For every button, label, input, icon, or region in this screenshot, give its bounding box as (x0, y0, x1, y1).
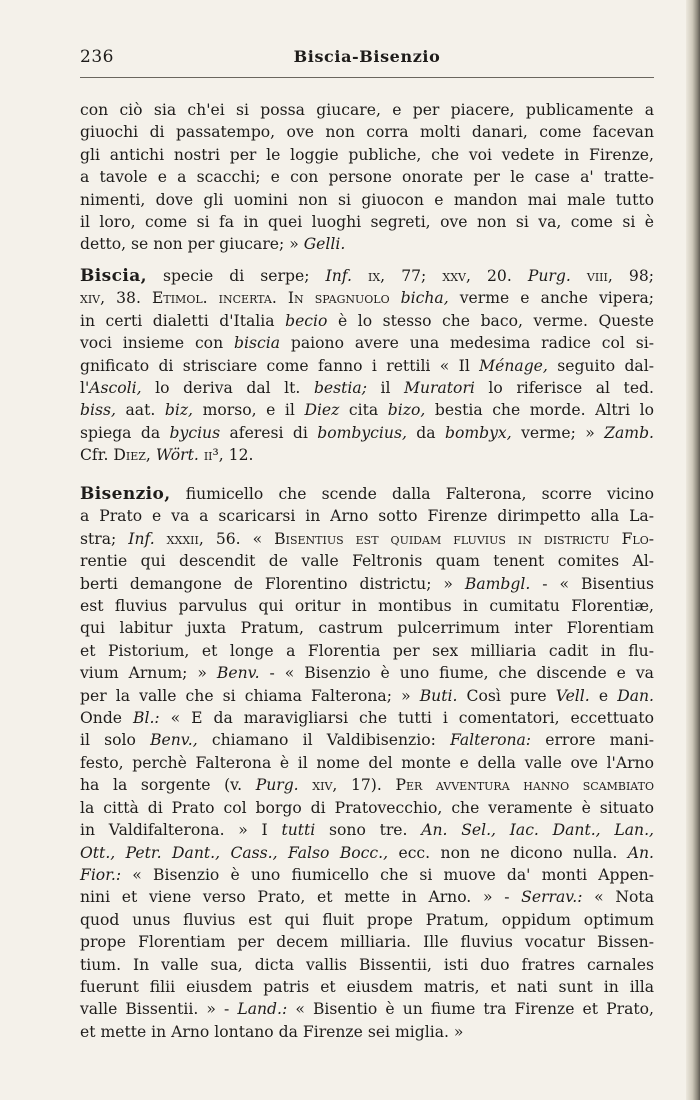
text-line: prope Florentiam per decem milliaria. Ille fluvius vocatur Bissen- (80, 933, 654, 952)
text-line (80, 310, 654, 332)
entry-bisenzio (80, 483, 654, 1043)
italic-term: bizo, (387, 401, 426, 420)
italic-term: bycius (169, 423, 221, 442)
text-line (80, 998, 654, 1020)
text-run: - « Bisenzio è uno fiume, che discende e va (259, 664, 654, 683)
text-line: il loro, come si fa in quei luoghi segreti, ove non si va, come si è (80, 213, 654, 232)
text-run: e (589, 686, 618, 705)
text-run: per la valle che si chiama Falterona; » (80, 686, 420, 705)
text-run: verme; » (511, 423, 605, 442)
author-name: Diez (304, 401, 340, 420)
source-citation: Dan. (617, 686, 654, 705)
text-run: xiv, 17). Per avventura hanno scambiato (298, 776, 654, 795)
text-run: errore mani- (531, 731, 654, 750)
text-line (80, 399, 654, 421)
text-line (80, 528, 654, 550)
entry-biscia (80, 265, 654, 467)
text-line: rentie qui descendit de valle Feltronis quam tenent comites Al- (80, 552, 654, 571)
text-run: chiamano il Valdibisenzio: (197, 731, 451, 750)
text-run: è lo stesso che baco, verme. Queste (327, 311, 654, 330)
text-run: lo riferisce al ted. (474, 379, 654, 398)
text-run: « Bisenzio è uno fiumicello che si muove da' monti Appen- (121, 865, 654, 884)
text-run: da (406, 423, 445, 442)
text-run: sono tre. (315, 821, 422, 840)
text-run: il (366, 379, 405, 398)
text-run: morso, e il (193, 401, 305, 420)
source-citation: An. Sel., Iac. Dant., Lan., (421, 821, 654, 840)
text-run: seguito dal- (547, 356, 654, 375)
source-citation: Vell. (555, 686, 590, 705)
text-line (80, 662, 654, 684)
text-line: est fluvius parvulus qui oritur in montibus in cumitatu Florentiæ, (80, 597, 654, 616)
text-line: a tavole e a scacchi; e con persone onorate per le case a' tratte- (80, 168, 654, 187)
text-run: « Bisentio è un fiume tra Firenze et Prato, (287, 1000, 654, 1019)
text-line (80, 483, 654, 505)
text-run: stra; (80, 529, 129, 548)
citation: Purg. (255, 776, 299, 795)
citation: Inf. (325, 267, 352, 285)
source-citation: Benv., (150, 731, 198, 750)
text-line (80, 707, 654, 729)
text-line (80, 233, 654, 255)
text-line: giuochi di passatempo, ove non corra molti danari, come facevan (80, 123, 654, 142)
text-line (80, 355, 654, 377)
source-citation: Wört. (155, 446, 199, 465)
source-citation: Zamb. (604, 423, 655, 442)
text-line: et mette in Arno lontano da Firenze sei miglia. » (80, 1022, 464, 1041)
page-header (80, 47, 654, 77)
text-run: fiumicello che scende dalla Falterona, scorre vicino (170, 485, 654, 503)
text-line: festo, perchè Falterona è il nome del monte e della valle ove l'Arno (80, 753, 654, 772)
text-run: Cfr. (80, 446, 114, 465)
headword-biscia: Biscia, (80, 266, 147, 286)
text-run: ix, 77; xxv, 20. (351, 267, 528, 285)
source-citation: Bambgl. (464, 574, 531, 593)
text-line (80, 729, 654, 751)
source-citation: Land.: (237, 1000, 288, 1019)
text-line: fuerunt filii eiusdem patris et eiusdem matris, et nati sunt in illa (80, 977, 654, 996)
text-line (80, 685, 654, 707)
text-run: specie di serpe; (146, 267, 326, 285)
text-line (80, 774, 654, 796)
text-line (80, 287, 654, 309)
text-run: xxxii, 56. « Bisentius est quidam fluvius in districtu Flo- (154, 529, 654, 548)
text-run: cita (339, 401, 388, 420)
text-run: Così pure (457, 686, 556, 705)
text-line (80, 886, 654, 908)
source-citation: Fior.: (80, 865, 122, 884)
author-name: Muratori (404, 379, 475, 398)
italic-term: biz, (164, 401, 194, 420)
text-run: voci insieme con (80, 334, 234, 353)
text-run: xiv, 38. Etimol. incerta. In spagnuolo (80, 289, 401, 308)
author-name: Diez, (113, 446, 151, 465)
italic-term: Falterona: (450, 731, 532, 750)
text-run: aat. (115, 401, 165, 420)
italic-term: biscia (234, 334, 280, 353)
text-line: et Pistorium, et longe a Florentia per sex milliaria cadit in flu- (80, 641, 654, 660)
text-run: viii, 98; (570, 267, 654, 285)
header-rule (80, 77, 654, 78)
text-line (80, 573, 654, 595)
text-line: qui labitur juxta Pratum, castrum pulcerrimum inter Florentiam (80, 619, 654, 638)
text-run: nini et viene verso Prato, et mette in Arno. » - (80, 888, 522, 907)
text-line (80, 332, 654, 354)
text-run: spiega da (80, 423, 170, 442)
text-run: ii³, 12. (198, 446, 254, 465)
text-run: lo deriva dal lt. (141, 379, 314, 398)
text-line: gli antichi nostri per le loggie publiche, che voi vedete in Firenze, (80, 145, 654, 164)
text-run: valle Bissentii. » - (80, 1000, 238, 1019)
source-citation: Bl.: (133, 709, 160, 728)
text-run: ha la sorgente (v. (80, 776, 256, 795)
text-run: bestia che morde. Altri lo (425, 401, 654, 420)
text-line (80, 377, 654, 399)
source-citation: Ott., Petr. Dant., Cass., Falso Bocc., (80, 843, 389, 862)
text-line: quod unus fluvius est qui fluit prope Pratum, oppidum optimum (80, 910, 654, 929)
author-name: Ascoli, (89, 379, 142, 398)
source-citation: Buti. (419, 686, 458, 705)
text-run: Onde (80, 709, 134, 728)
citation: Inf. (128, 529, 155, 548)
text-run: ecc. non ne dicono nulla. (388, 843, 628, 862)
text-run: in certi dialetti d'Italia (80, 311, 286, 330)
italic-term: tutti (281, 821, 316, 840)
source-citation: Serrav.: (521, 888, 583, 907)
text-run: gnificato di strisciare come fanno i rettili « Il (80, 356, 480, 375)
text-line (80, 422, 654, 444)
italic-term: bicha, (400, 289, 449, 308)
text-run: « Nota (582, 888, 654, 907)
text-run: in Valdifalterona. » I (80, 821, 282, 840)
text-line (80, 842, 654, 864)
text-line (80, 864, 654, 886)
page-edge-shadow (686, 0, 700, 1100)
headword-bisenzio: Bisenzio, (80, 484, 171, 504)
italic-term: bombyx, (444, 423, 512, 442)
italic-term: becio (285, 311, 328, 330)
text-line (80, 265, 654, 287)
text-run: berti demangone de Florentino districtu; » (80, 574, 465, 593)
text-run: - « Bisentius (530, 574, 654, 593)
text-run: aferesi di (220, 423, 318, 442)
text-run: « E da maravigliarsi che tutti i comentatori, eccettuato (159, 709, 654, 728)
source-citation: An. (627, 843, 654, 862)
text-run: l' (80, 379, 90, 398)
paragraph-continuation (80, 99, 654, 256)
text-run: verme e anche vipera; (448, 289, 655, 308)
text-run: paiono avere una medesima radice col si- (280, 334, 654, 353)
text-line: la città di Prato col borgo di Pratovecchio, che veramente è situato (80, 798, 654, 817)
text-line (80, 819, 654, 841)
text-run: vium Arnum; » (80, 664, 217, 683)
text-line (80, 444, 654, 466)
author-name: Ménage, (479, 356, 548, 375)
text-run: detto, se non per giucare; » (80, 235, 304, 254)
source-citation: Benv. (216, 664, 260, 683)
citation: Purg. (527, 267, 571, 285)
text-line: nimenti, dove gli uomini non si giuocon e mandon mai male tutto (80, 190, 654, 209)
text-run: il solo (80, 731, 151, 750)
source-citation: Gelli. (303, 235, 346, 254)
text-line: con ciò sia ch'ei si possa giucare, e per piacere, publicamente a (80, 101, 654, 119)
running-title: Biscia-Bisenzio (293, 47, 441, 66)
text-line: tium. In valle sua, dicta vallis Bissentii, isti duo fratres carnales (80, 955, 654, 974)
page-number: 236 (80, 47, 114, 67)
italic-term: biss, (80, 401, 116, 420)
italic-term: bestia; (313, 379, 367, 398)
italic-term: bombycius, (317, 423, 407, 442)
text-line: a Prato e va a scaricarsi in Arno sotto Firenze dirimpetto alla La- (80, 507, 654, 526)
